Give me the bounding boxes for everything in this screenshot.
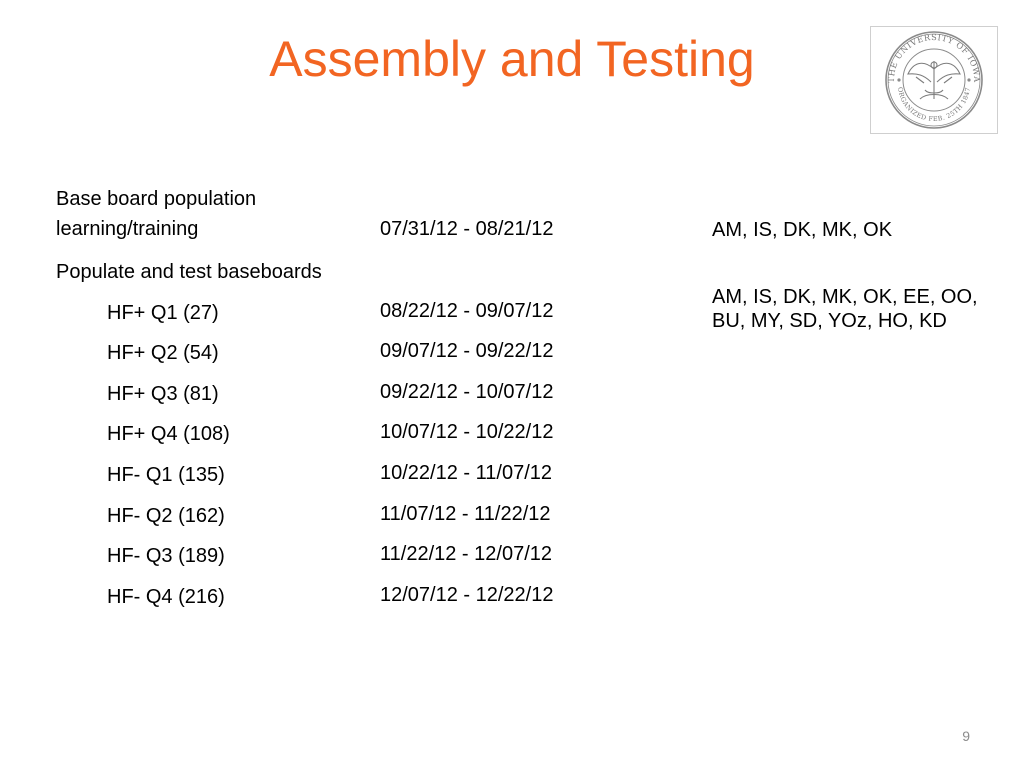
slide-number: 9 [962,728,970,744]
schedule-row-dates: 09/07/12 - 09/22/12 [380,340,554,362]
schedule-row-dates: 10/07/12 - 10/22/12 [380,421,554,443]
base-board-label-line2: learning/training [56,218,199,240]
schedule-row-label: HF+ Q2 (54) [107,342,219,364]
populate-people: AM, IS, DK, MK, OK, EE, OO, BU, MY, SD, YOz, HO, KD [712,286,978,332]
slide-title: Assembly and Testing [269,31,755,87]
schedule-row-label: HF+ Q3 (81) [107,383,219,405]
schedule-row-dates: 10/22/12 - 11/07/12 [380,462,552,484]
base-board-people: AM, IS, DK, MK, OK [712,219,893,241]
schedule-row-dates: 11/22/12 - 12/07/12 [380,543,552,565]
schedule-row-dates: 08/22/12 - 09/07/12 [380,300,554,322]
schedule-row-dates: 09/22/12 - 10/07/12 [380,381,554,403]
schedule-row-label: HF+ Q4 (108) [107,423,230,445]
schedule-row-label: HF+ Q1 (27) [107,302,219,324]
base-board-dates: 07/31/12 - 08/21/12 [380,218,554,240]
schedule-row-label: HF- Q2 (162) [107,505,225,527]
schedule-row-dates: 12/07/12 - 12/22/12 [380,584,554,606]
schedule-row-label: HF- Q3 (189) [107,545,225,567]
svg-text:THE UNIVERSITY OF IOWA: THE UNIVERSITY OF IOWA [885,31,983,83]
schedule-row-label: HF- Q1 (135) [107,464,225,486]
university-of-iowa-seal-icon [870,26,998,134]
schedule-row-dates: 11/07/12 - 11/22/12 [380,503,551,525]
populate-label: Populate and test baseboards [56,261,322,283]
base-board-label-line1: Base board population [56,188,257,210]
schedule-row-label: HF- Q4 (216) [107,586,225,608]
svg-text:ORGANIZED FEB. 25TH 1847: ORGANIZED FEB. 25TH 1847 [895,86,972,124]
